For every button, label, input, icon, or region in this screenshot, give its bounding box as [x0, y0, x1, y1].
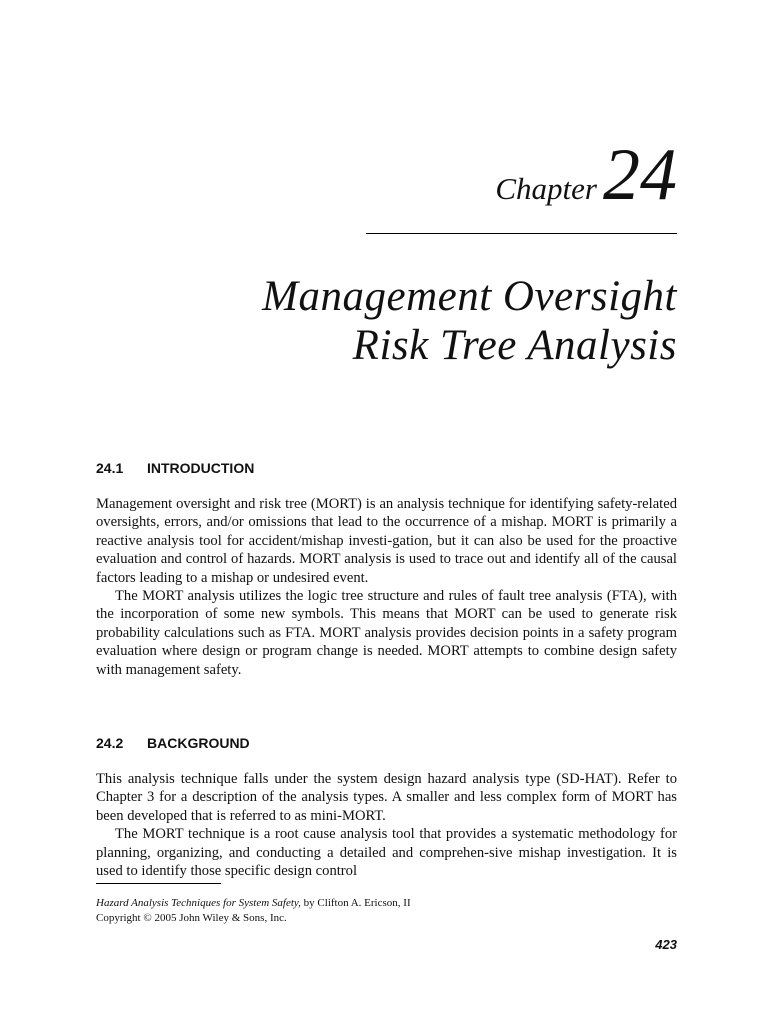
footnote-book-title: Hazard Analysis Techniques for System Safety, [96, 897, 301, 909]
chapter-title [96, 272, 677, 370]
footnote-copyright: Copyright © 2005 John Wiley & Sons, Inc. [96, 912, 287, 924]
section-body-background [96, 770, 677, 880]
section-heading-introduction [96, 460, 254, 476]
chapter-heading [366, 134, 677, 216]
section-number: 24.1 [96, 460, 124, 476]
chapter-title-line-1: Management Oversight [262, 273, 677, 320]
chapter-label: Chapter [495, 171, 597, 206]
section-body-introduction [96, 495, 677, 679]
chapter-number: 24 [603, 134, 677, 216]
paragraph: The MORT analysis utilizes the logic tree structure and rules of fault tree analysis (FTA), with the incorporation of some new symbols. This means that MORT can be used to generate risk probability calculations such as FTA. MORT analysis provides decision points in a safety program evaluation where design or program change is needed. MORT attempts to combine design safety with management safety. [96, 588, 677, 678]
paragraph: Management oversight and risk tree (MORT) is an analysis technique for identifying safety-related oversights, errors, and/or omissions that lead to the occurrence of a mishap. MORT is primarily a reactive analysis tool for accident/mishap investi-gation, but it can also be used for the proactive evaluation and control of hazards. MORT analysis is used to trace out and identify all of the causal factors leading to a mishap or undesired event. [96, 496, 677, 586]
chapter-title-line-2: Risk Tree Analysis [352, 322, 677, 369]
footnote [96, 896, 411, 926]
footnote-rule [96, 883, 221, 884]
footnote-citation [96, 896, 411, 911]
page-number: 423 [655, 937, 677, 952]
section-number: 24.2 [96, 735, 124, 751]
section-title: BACKGROUND [147, 735, 250, 751]
section-heading-background [96, 735, 250, 751]
paragraph: This analysis technique falls under the system design hazard analysis type (SD-HAT). Refer to Chapter 3 for a description of the analysis types. A smaller and less complex form of MORT has been developed that is referred to as mini-MORT. [96, 771, 677, 824]
chapter-rule [366, 233, 677, 234]
footnote-author: by Clifton A. Ericson, II [300, 897, 411, 909]
paragraph: The MORT technique is a root cause analysis tool that provides a systematic methodology for planning, organizing, and conducting a detailed and comprehen-sive mishap investigation. It is used to identify those specific design control [96, 826, 677, 880]
section-title: INTRODUCTION [147, 460, 255, 476]
